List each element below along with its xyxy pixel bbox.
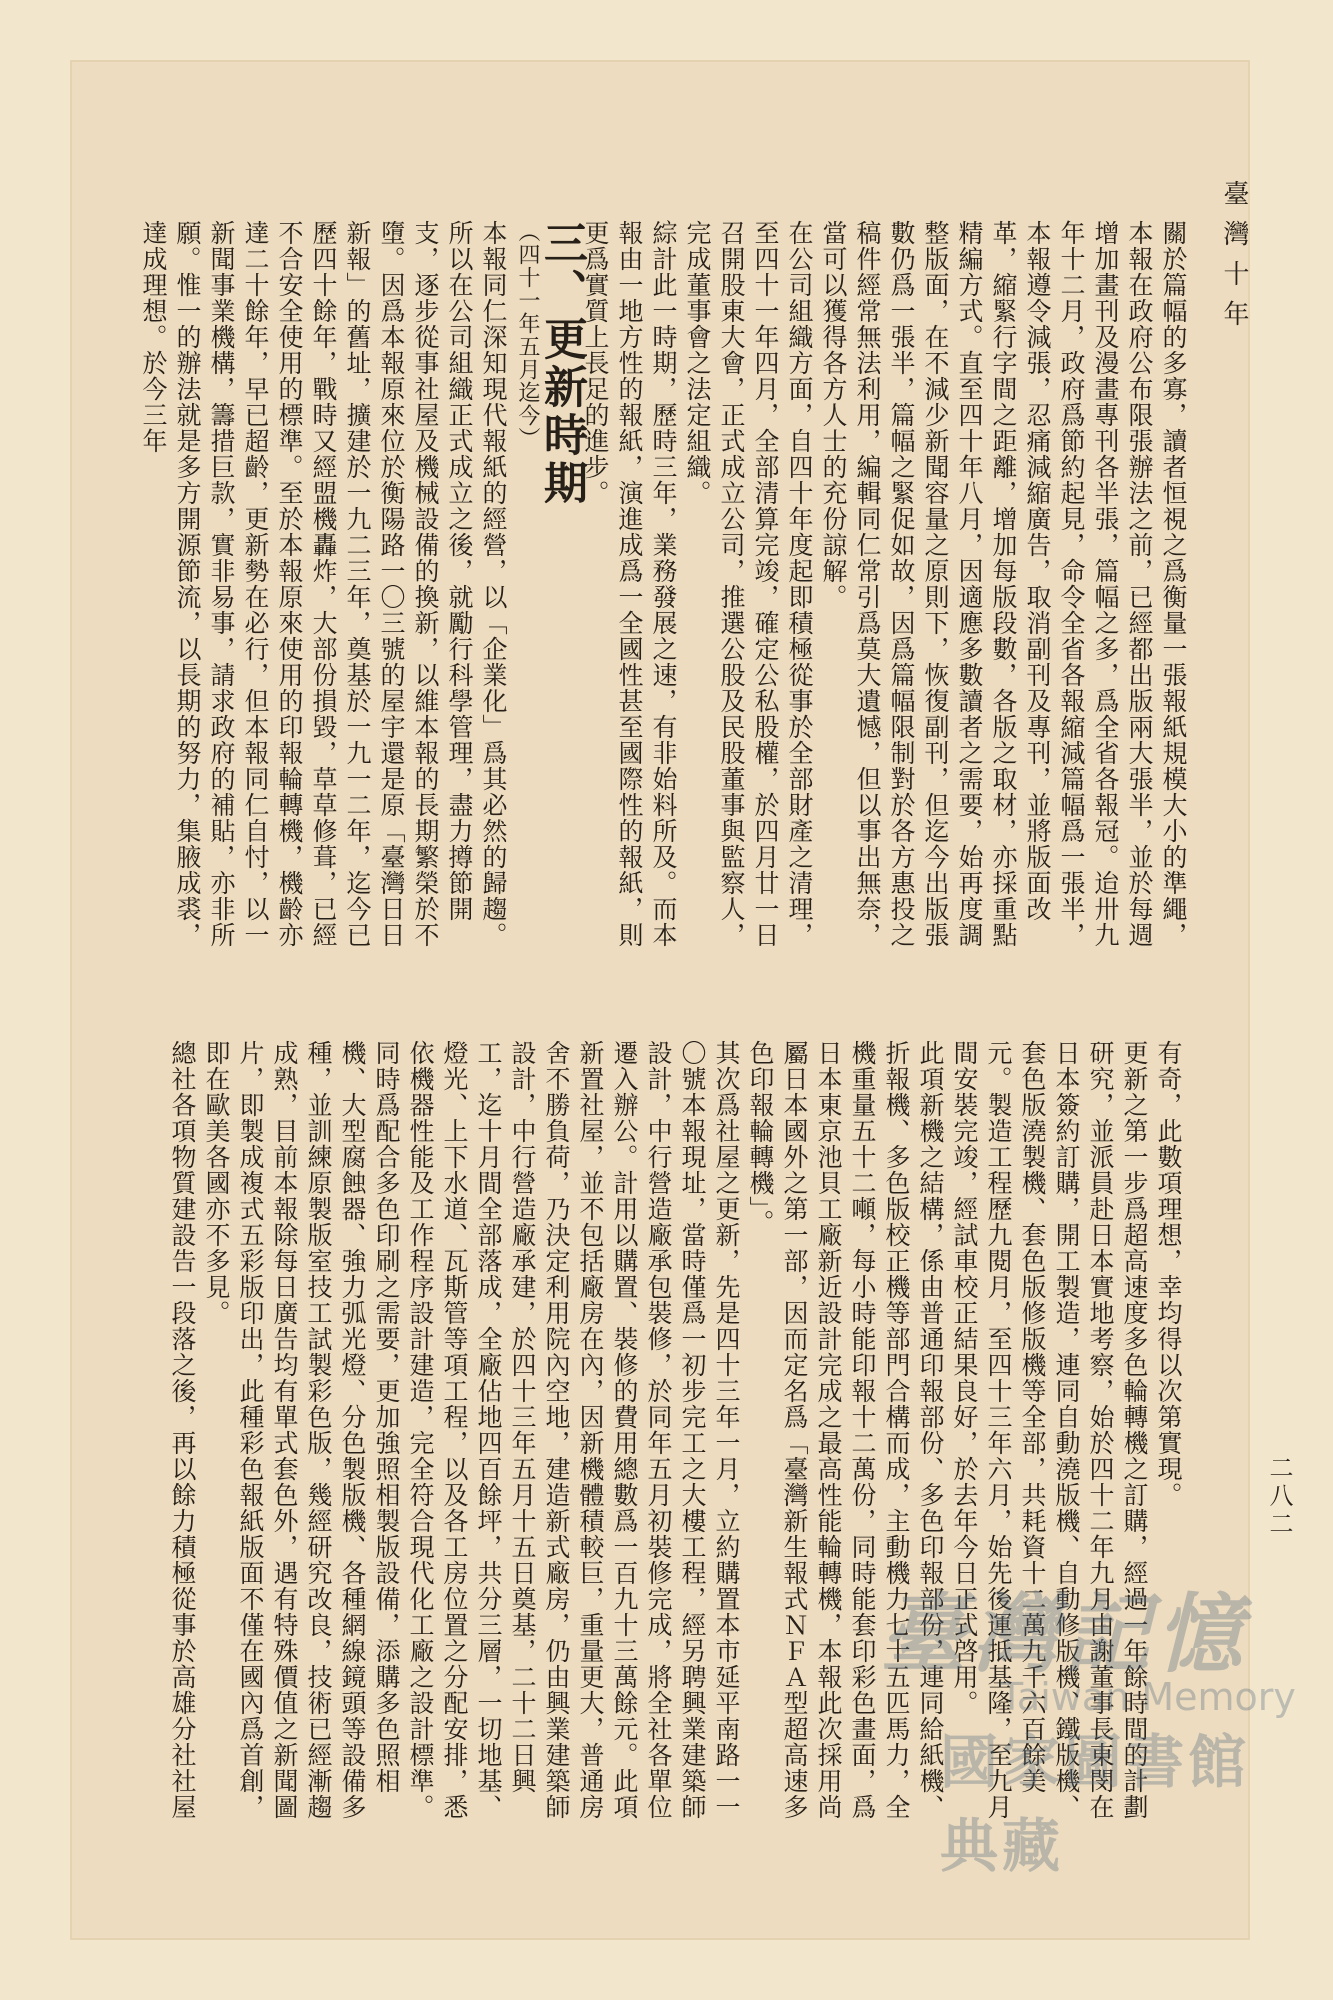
paragraph: 此項新機之結構，係由普通印報部份、多色印報部份，連同給紙機、折報機、多色版校正機等部門合構而成，主動機力七十五匹馬力，全機重量五十二噸，每小時能印報十二萬份，同時能套印彩色畫面，爲日本東京池貝工廠新近設計完成之最高性能輪轉機，本報此次採用尚屬日本國外之第一部，因而定名爲「臺灣新生報式ＮＦＡ型超高速多色印報輪轉機」。 [746,1040,945,1820]
watermark-script: 臺灣記憶 [880,1584,1248,1685]
paragraph: 綜計此一時期，歷時三年，業務發展之速，有非始料所及。而本報由一地方性的報紙，演進成爲一全國性甚至國際性的報紙，則更爲實質上長足的進步。 [581,220,678,948]
paragraph: 在公司組織方面，自四十年度起即積極從事於全部財產之清理，至四十一年四月，全部清算完竣，確定公私股權，於四月廿一日召開股東大會，正式成立公司，推選公股及民股董事與監察人，完成董事會之法定組織。 [683,220,814,948]
watermark-chinese: 國家圖書館典藏 [940,1728,1251,1880]
upper-text-block [90,220,1190,965]
section-period: （四十一年五月迄今） [515,220,540,450]
watermark-english: Taiwan Memory [1000,1675,1296,1719]
paragraph: 更新之第一步爲超高速度多色輪轉機之訂購，經過一年餘時間的計劃研究，並派員赴日本實地考察，始於四十二年九月由謝董事長東閔在日本簽約訂購，開工製造，連同自動澆版機、自動修版機、鐵版機、套色版澆製機、套色版修版機等全部，共耗資十二萬九千六百餘美元。製造工程歷九閱月，至四十三年六月，始先後運抵基隆，至九月間安裝完竣，經試車校正結果良好，於去年今日正式啓用。 [950,1040,1149,1820]
paragraph: 總社各項物質建設告一段落之後，再以餘力積極從事於高雄分社社屋 [168,1040,197,1820]
watermark-logo [880,1565,1300,1880]
page-number: 二八二 [1265,1455,1293,1539]
paragraph: 關於篇幅的多寡，讀者恒視之爲衡量一張報紙規模大小的準繩，本報在政府公布限張辦法之前，已經都出版兩大張半，並於每週增加畫刊及漫畫專刊各半張，篇幅之多，爲全省各報冠。迨卅九年十二月，政府爲節約起見，命令全省各報縮減篇幅爲一張半，本報遵令減張，忍痛減縮廣告，取消副刊及專刊，並將版面改革，縮緊行字間之距離，增加每版段數，各版之取材，亦採重點精編方式。直至四十年八月，因適應多數讀者之需要，始再度調整版面，在不減少新聞容量之原則下，恢復副刊，但迄今出版張數仍爲一張半，篇幅之緊促如故，因爲篇幅限制對於各方惠投之稿件經常無法利用，編輯同仁常引爲莫大遺憾，但以事出無奈，當可以獲得各方人士的充份諒解。 [819,220,1188,948]
running-head: 臺灣十年 [1219,180,1249,340]
paragraph: 本報同仁深知現代報紙的經營，以「企業化」爲其必然的歸趨。所以在公司組織正式成立之後，就勵行科學管理，盡力撙節開支，逐步從事社屋及機械設備的換新，以維本報的長期繁榮於不墮。因爲本報原來位於衡陽路一〇三號的屋宇還是原「臺灣日日新報」的舊址，擴建於一九二三年，奠基於一九一二年，迄今已歷四十餘年，戰時又經盟機轟炸，大部份損毀，草草修葺，已經不合安全使用的標準。至於本報原來使用的印報輪轉機，機齡亦達二十餘年，早已超齡，更新勢在必行，但本報同仁自忖，以一新聞事業機構，籌措巨款，實非易事，請求政府的補貼，亦非所願。惟一的辦法就是多方開源節流，以長期的努力，集腋成裘，達成理想。於今三年 [139,220,508,948]
section-heading: 三、更新時期 [536,220,587,508]
paragraph: 有奇，此數項理想，幸均得以次第實現。 [1154,1040,1183,1508]
paragraph: 其次爲社屋之更新，先是四十三年一月，立約購置本市延平南路一一〇號本報現址，當時僅爲一初步完工之大樓工程，經另聘興業建築師設計，中行營造廠承包裝修，於同年五月初裝修完成，將全社各單位遷入辦公。計用以購置、裝修的費用總數爲一百九十三萬餘元。此項新置社屋，並不包括廠房在內，因新機體積較巨，重量更大，普通房舍不勝負荷，乃決定利用院內空地，建造新式廠房，仍由興業建築師設計，中行營造廠承建，於四十三年五月十五日奠基，二十二日興工，迄十月間全部落成，全廠佔地四百餘坪，共分三層，一切地基、燈光、上下水道、瓦斯管等項工程，以及各工房位置之分配安排，悉依機器性能及工作程序設計建造，完全符合現代化工廠之設計標準。同時爲配合多色印刷之需要，更加強照相製版設備，添購多色照相機、大型腐蝕器、強力弧光燈、分色製版機、各種網線鏡頭等設備多種，並訓練原製版室技工試製彩色版，幾經研究改良，技術已經漸趨成熟，目前本報除每日廣告均有單式套色外，遇有特殊價值之新聞圖片，即製成複式五彩版印出，此種彩色報紙版面不僅在國內爲首創，即在歐美各國亦不多見。 [202,1040,741,1820]
